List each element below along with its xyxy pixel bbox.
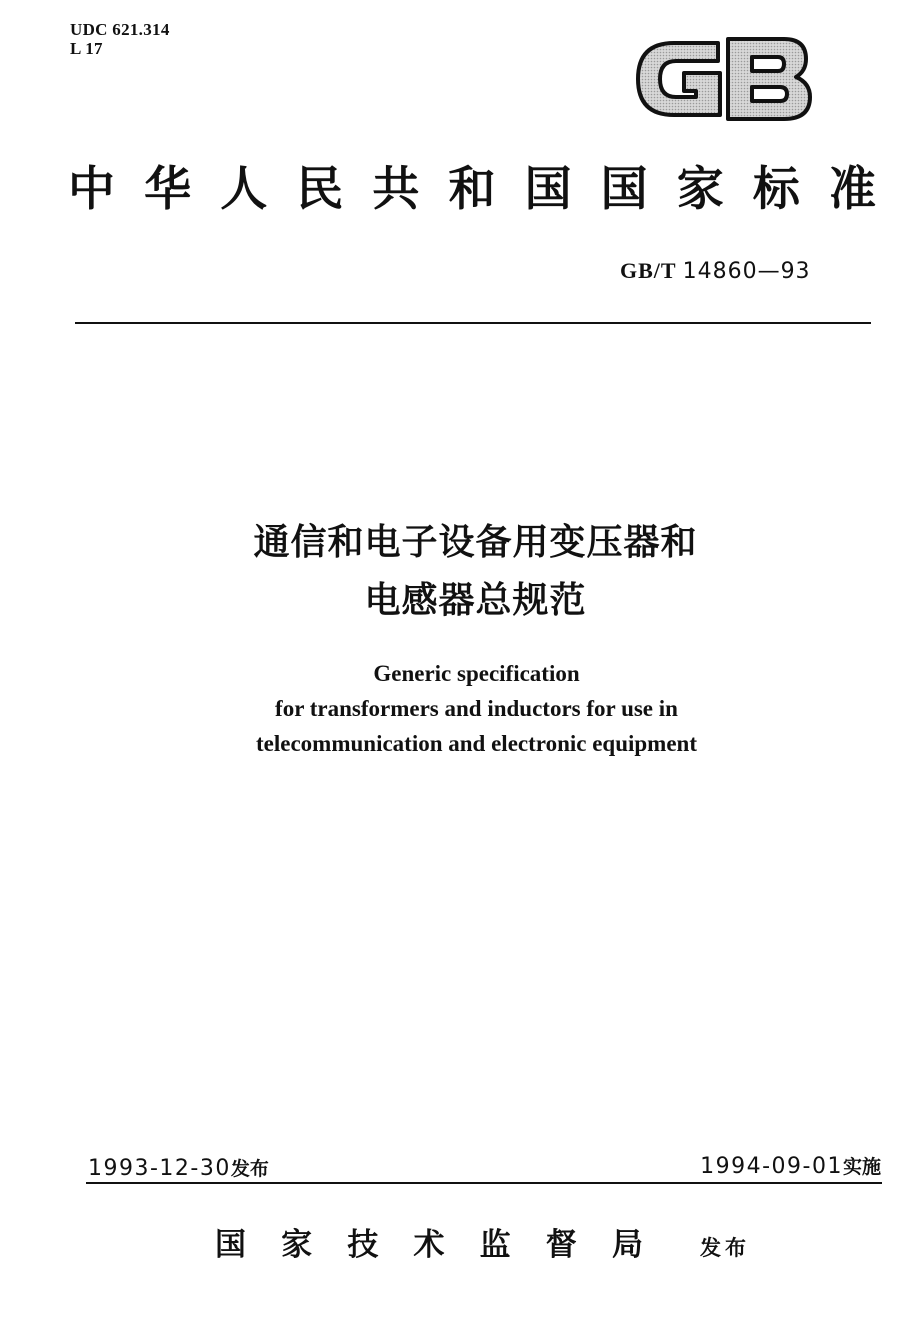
title-char: 人	[220, 162, 268, 217]
issuer-char: 局	[611, 1227, 643, 1263]
title-char: 和	[448, 162, 496, 217]
title-char: 标	[752, 162, 800, 217]
header-divider	[75, 322, 871, 324]
udc-code: UDC 621.314	[70, 20, 170, 39]
title-char: 共	[372, 162, 420, 217]
issue-date-value: 1993-12-30	[88, 1156, 231, 1181]
title-char: 民	[296, 162, 344, 217]
issuing-authority	[215, 1225, 643, 1265]
implementation-date-value: 1994-09-01	[700, 1154, 843, 1179]
chinese-title-line-1: 通信和电子设备用变压器和	[253, 522, 698, 563]
issuer-char: 技	[347, 1227, 379, 1263]
title-char: 国	[600, 162, 648, 217]
issuer-char: 家	[281, 1227, 313, 1263]
title-char: 准	[828, 162, 876, 217]
library-code: L 17	[70, 39, 103, 58]
implementation-date-label: 实施	[842, 1156, 881, 1178]
chinese-title-line-2: 电感器总规范	[364, 580, 587, 621]
issue-date-label: 发布	[230, 1158, 269, 1180]
publish-label: 发布	[700, 1236, 750, 1260]
issuer-char: 国	[215, 1227, 246, 1263]
issuer-char: 术	[413, 1227, 445, 1263]
issuer-char: 督	[545, 1227, 577, 1263]
title-char: 家	[676, 162, 724, 217]
footer-divider	[86, 1182, 882, 1184]
standard-number	[620, 258, 811, 284]
title-char: 华	[144, 162, 192, 217]
english-title-line-3: telecommunication and electronic equipment	[256, 731, 697, 756]
standard-code: 14860—93	[682, 259, 811, 284]
english-title-line-1: Generic specification	[373, 661, 580, 686]
issuer-char: 监	[479, 1227, 511, 1263]
national-standard-title	[68, 160, 876, 220]
gb-logo-icon	[632, 33, 814, 125]
udc-classification	[70, 20, 170, 58]
title-char: 中	[68, 162, 115, 217]
issue-date	[88, 1154, 269, 1181]
standard-prefix: GB/T	[620, 258, 677, 283]
english-title-line-2: for transformers and inductors for use in	[275, 696, 678, 721]
implementation-date	[700, 1152, 881, 1179]
title-char: 国	[524, 162, 572, 217]
